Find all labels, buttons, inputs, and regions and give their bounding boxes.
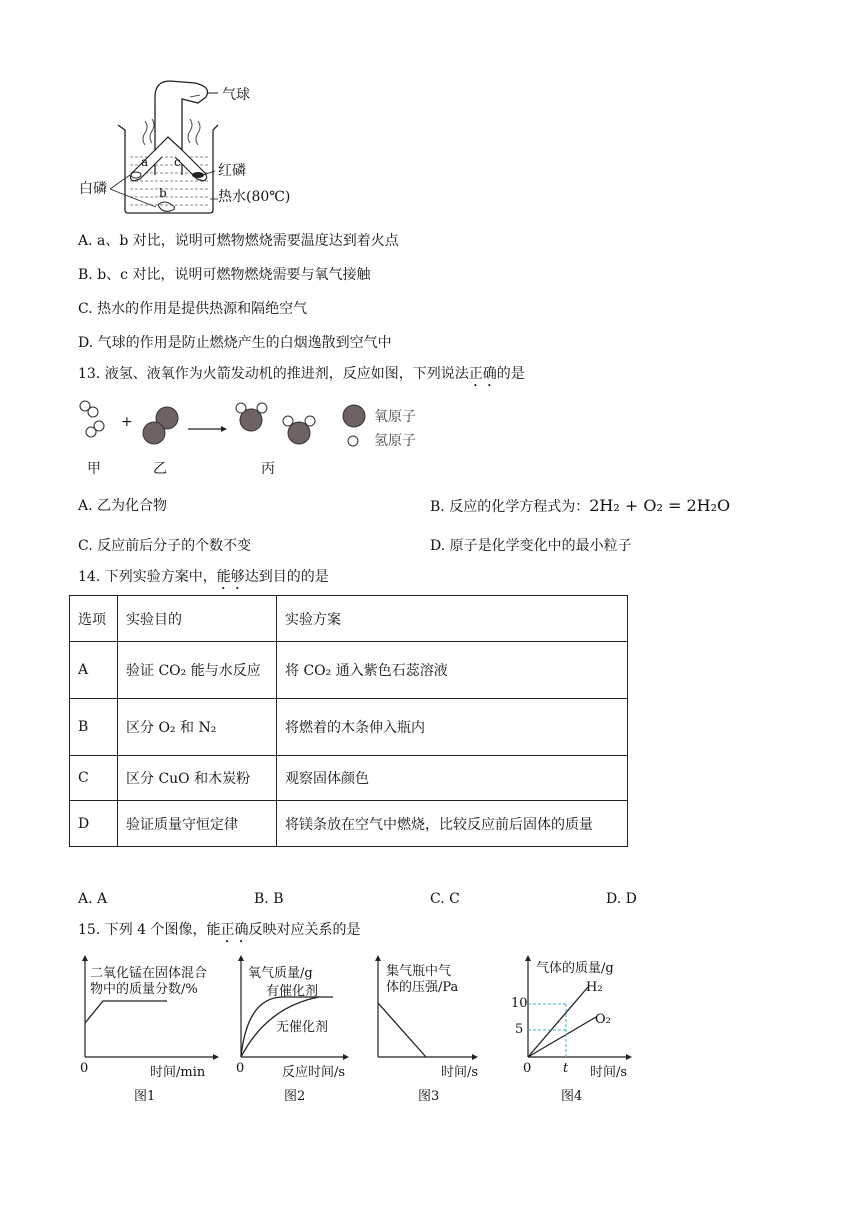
label-b: b: [159, 186, 167, 200]
table-cell: B: [70, 699, 118, 756]
label-hot-water: 热水(80℃): [218, 189, 291, 205]
q14-table: [69, 595, 628, 847]
label-a: a: [141, 155, 149, 169]
fig4-tick-t: t: [563, 1061, 569, 1076]
fig2-series-no-catalyst: 无催化剂: [276, 1020, 329, 1035]
label-white-phosphorus: 白磷: [79, 181, 107, 197]
q14-stem-emphasis: 能够: [216, 569, 245, 585]
fig3-xlabel: 时间/s: [441, 1065, 479, 1080]
table-cell: 将镁条放在空气中燃烧，比较反应前后固体的质量: [277, 801, 628, 847]
fig1-xlabel: 时间/min: [150, 1065, 206, 1080]
table-cell: 将燃着的木条伸入瓶内: [277, 699, 628, 756]
table-cell: C: [70, 756, 118, 801]
q12-option-b: B. b、c 对比，说明可燃物燃烧需要与氧气接触: [78, 267, 371, 283]
q13-stem-emphasis: 正确: [468, 366, 497, 382]
legend-hydrogen-label: 氢原子: [374, 433, 416, 449]
fig2-xlabel: 反应时间/s: [282, 1065, 346, 1080]
q14-option-c: C. C: [430, 891, 460, 907]
q13-option-c: C. 反应前后分子的个数不变: [78, 538, 252, 554]
fig2-origin: 0: [236, 1061, 245, 1076]
q13-stem: [78, 365, 525, 390]
q13-equation: 2H₂ + O₂ = 2H₂O: [589, 496, 731, 515]
legend-oxygen-icon: [342, 404, 366, 428]
fig1-origin: 0: [80, 1061, 89, 1076]
q12-option-a: A. a、b 对比，说明可燃物燃烧需要温度达到着火点: [78, 233, 399, 249]
molecule-reaction-figure: [75, 396, 345, 452]
q13-option-b: [430, 497, 730, 516]
q13-option-d: D. 原子是化学变化中的最小粒子: [430, 538, 632, 554]
label-c: c: [174, 155, 181, 169]
q15-stem-text: 15. 下列 4 个图像，能: [78, 922, 221, 938]
q12-option-d: D. 气球的作用是防止燃烧产生的白烟逸散到空气中: [78, 335, 392, 351]
q14-option-a: A. A: [78, 891, 108, 907]
table-cell: 区分 O₂ 和 N₂: [118, 699, 277, 756]
label-red-phosphorus: 红磷: [218, 163, 246, 179]
table-cell: 将 CO₂ 通入紫色石蕊溶液: [277, 642, 628, 699]
table-header-row: [70, 596, 628, 642]
q14-option-d: D. D: [606, 891, 637, 907]
fig3-ylabel-line1: 集气瓶中气: [386, 964, 452, 979]
q14-stem-end: 达到目的的是: [244, 569, 329, 585]
fig4-tick-5: 5: [515, 1022, 524, 1037]
fig2-series-catalyst: 有催化剂: [266, 984, 319, 999]
fig3-ylabel-line2: 体的压强/Pa: [386, 980, 459, 995]
fig2-ylabel: 氧气质量/g: [248, 966, 313, 981]
fig3-caption: 图3: [418, 1089, 440, 1104]
table-cell: D: [70, 801, 118, 847]
q13-stem-text: 13. 液氢、液氧作为火箭发动机的推进剂，反应如图，下列说法: [78, 366, 469, 382]
fig4-series-h2: H₂: [586, 980, 603, 995]
fig4-series-o2: O₂: [595, 1012, 611, 1027]
fig4-ylabel: 气体的质量/g: [536, 961, 614, 976]
q15-stem-emphasis: 正确: [220, 922, 249, 938]
label-jia: 甲: [87, 461, 101, 477]
q12-option-c: C. 热水的作用是提供热源和隔绝空气: [78, 301, 308, 317]
q13-option-a: A. 乙为化合物: [78, 498, 168, 514]
label-yi: 乙: [153, 461, 167, 477]
fig4-caption: 图4: [561, 1089, 583, 1104]
legend-hydrogen-icon: [346, 434, 360, 448]
table-cell: A: [70, 642, 118, 699]
q13-option-b-text: B. 反应的化学方程式为：: [430, 499, 590, 515]
table-row: [70, 642, 628, 699]
table-row: [70, 756, 628, 801]
q14-option-b: B. B: [254, 891, 284, 907]
q13-plus: +: [121, 414, 133, 430]
table-cell: 验证 CO₂ 能与水反应: [118, 642, 277, 699]
q13-stem-end: 的是: [496, 366, 525, 382]
table-cell: 验证质量守恒定律: [118, 801, 277, 847]
table-cell: 观察固体颜色: [277, 756, 628, 801]
label-bing: 丙: [261, 461, 275, 477]
fig4-tick-10: 10: [511, 996, 528, 1011]
q15-stem-end: 反映对应关系的是: [248, 922, 361, 938]
legend-oxygen-label: 氧原子: [374, 409, 416, 425]
table-header: 实验方案: [277, 596, 628, 642]
q15-stem: [78, 921, 361, 946]
table-header: 实验目的: [118, 596, 277, 642]
fig1-ylabel-line2: 物中的质量分数/%: [90, 982, 198, 997]
fig1-caption: 图1: [134, 1089, 156, 1104]
table-row: [70, 699, 628, 756]
q14-stem: [78, 568, 329, 593]
fig4-origin: 0: [523, 1061, 532, 1076]
table-cell: 区分 CuO 和木炭粉: [118, 756, 277, 801]
label-balloon: 气球: [222, 87, 250, 103]
q14-stem-text: 14. 下列实验方案中，: [78, 569, 217, 585]
fig2-caption: 图2: [284, 1089, 306, 1104]
table-header: 选项: [70, 596, 118, 642]
fig1-ylabel-line1: 二氧化锰在固体混合: [90, 966, 208, 981]
table-row: [70, 801, 628, 847]
fig4-xlabel: 时间/s: [590, 1065, 628, 1080]
